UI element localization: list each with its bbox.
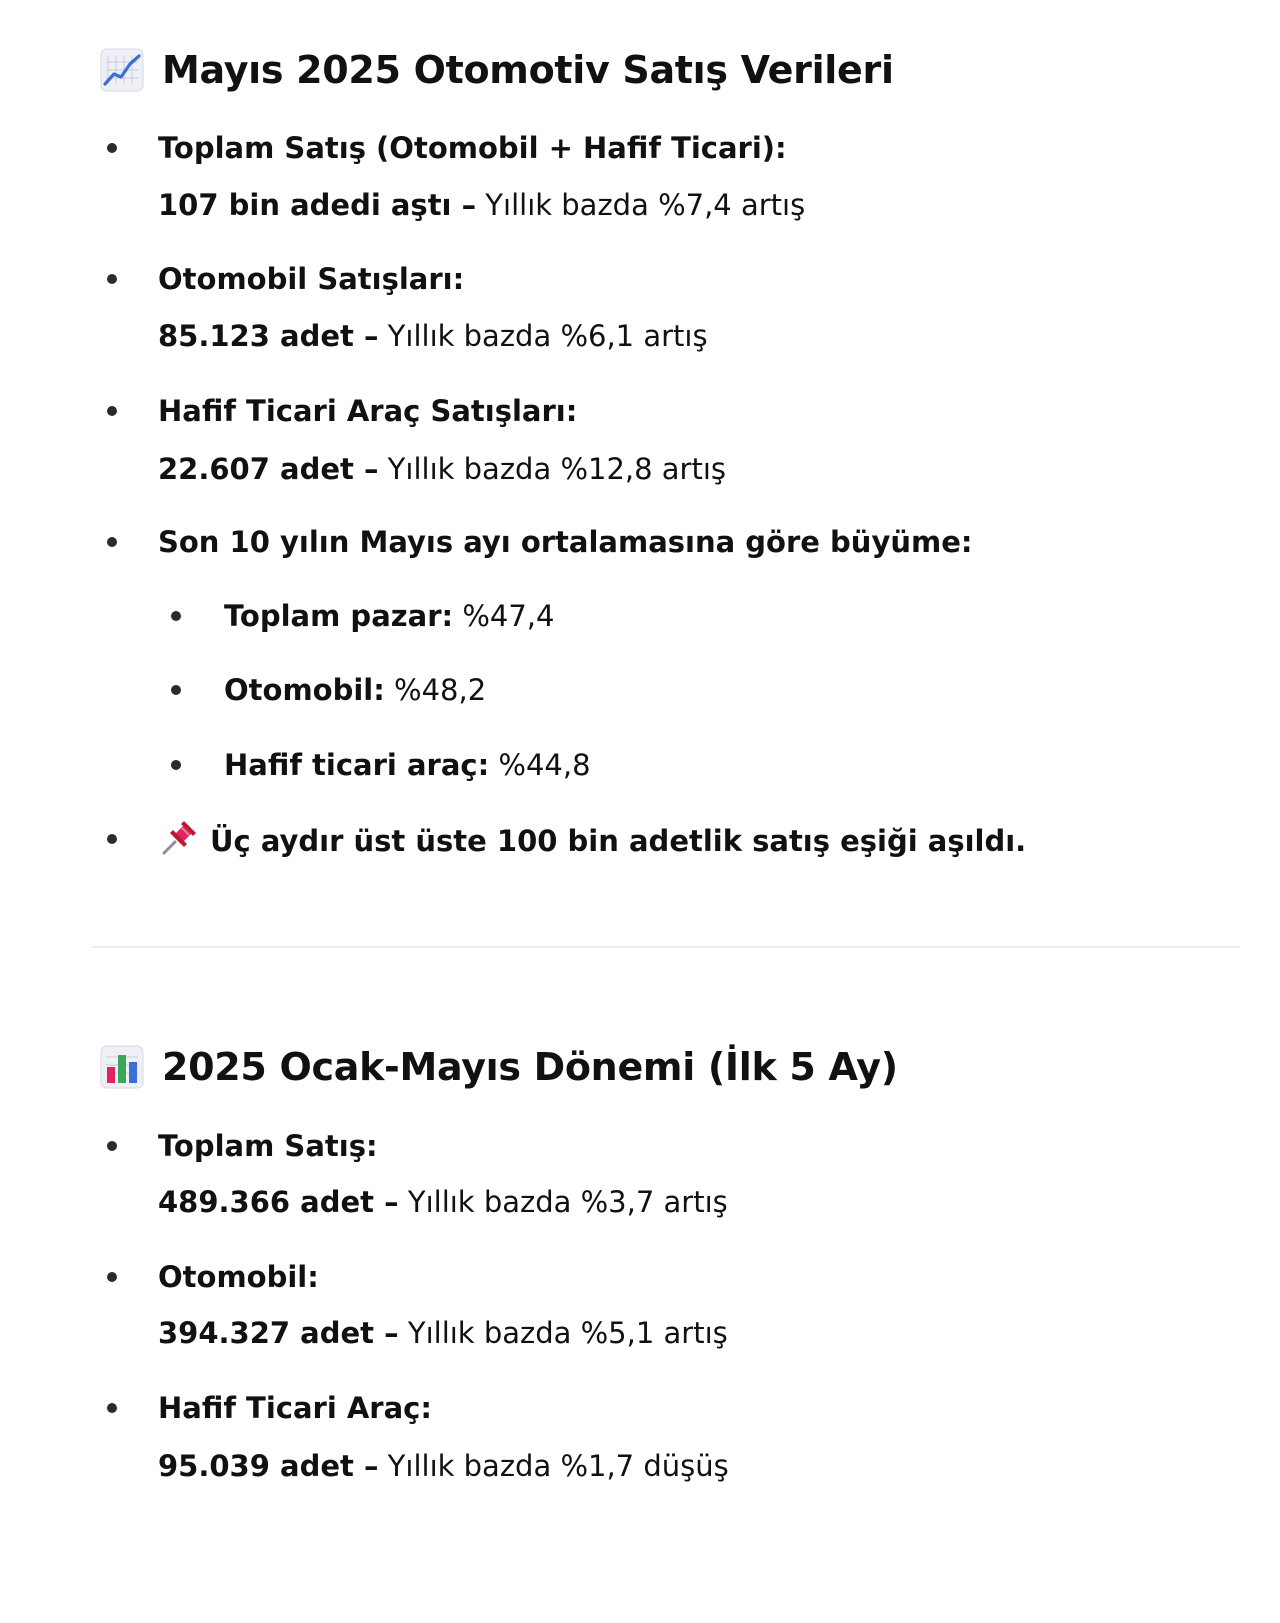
section-1-title — [100, 48, 894, 92]
sub-bullet — [171, 760, 181, 770]
list-item-value: 489.366 adet – Yıllık bazda %3,7 artış — [158, 1185, 728, 1219]
list-item-label: Hafif Ticari Araç Satışları: — [158, 394, 578, 428]
list-item-value: 22.607 adet – Yıllık bazda %12,8 artış — [158, 452, 727, 486]
list-item-value: 394.327 adet – Yıllık bazda %5,1 artış — [158, 1316, 728, 1350]
sub-list-item: Otomobil: %48,2 — [224, 673, 487, 707]
bullet — [107, 143, 117, 153]
bullet — [107, 1141, 117, 1151]
pushpin-icon — [160, 819, 198, 857]
bar-chart-icon — [100, 1045, 144, 1089]
list-item-label: Toplam Satış (Otomobil + Hafif Ticari): — [158, 131, 787, 165]
chart-increasing-icon — [100, 48, 144, 92]
section-2-title — [100, 1045, 898, 1089]
sub-list-item: Toplam pazar: %47,4 — [224, 599, 555, 633]
list-item-value: 107 bin adedi aştı – Yıllık bazda %7,4 artış — [158, 188, 806, 222]
growth-label: Son 10 yılın Mayıs ayı ortalamasına göre büyüme: — [158, 525, 973, 559]
list-item-value: 85.123 adet – Yıllık bazda %6,1 artış — [158, 319, 708, 353]
section-divider — [92, 946, 1240, 948]
section-1-title-text: Mayıs 2025 Otomotiv Satış Verileri — [162, 48, 894, 92]
section-2-title-text: 2025 Ocak-Mayıs Dönemi (İlk 5 Ay) — [162, 1045, 898, 1089]
list-item-value: 95.039 adet – Yıllık bazda %1,7 düşüş — [158, 1449, 729, 1483]
sub-bullet — [171, 611, 181, 621]
bullet — [107, 274, 117, 284]
list-item-label: Otomobil: — [158, 1260, 319, 1294]
sub-list-item: Hafif ticari araç: %44,8 — [224, 748, 591, 782]
list-item-label: Otomobil Satışları: — [158, 262, 465, 296]
bullet — [107, 834, 117, 844]
list-item-label: Hafif Ticari Araç: — [158, 1391, 432, 1425]
list-item-label: Toplam Satış: — [158, 1129, 378, 1163]
bullet — [107, 406, 117, 416]
sub-bullet — [171, 685, 181, 695]
note-item: Üç aydır üst üste 100 bin adetlik satış eşiği aşıldı. — [160, 819, 1026, 859]
bullet — [107, 537, 117, 547]
bullet — [107, 1272, 117, 1282]
bullet — [107, 1403, 117, 1413]
